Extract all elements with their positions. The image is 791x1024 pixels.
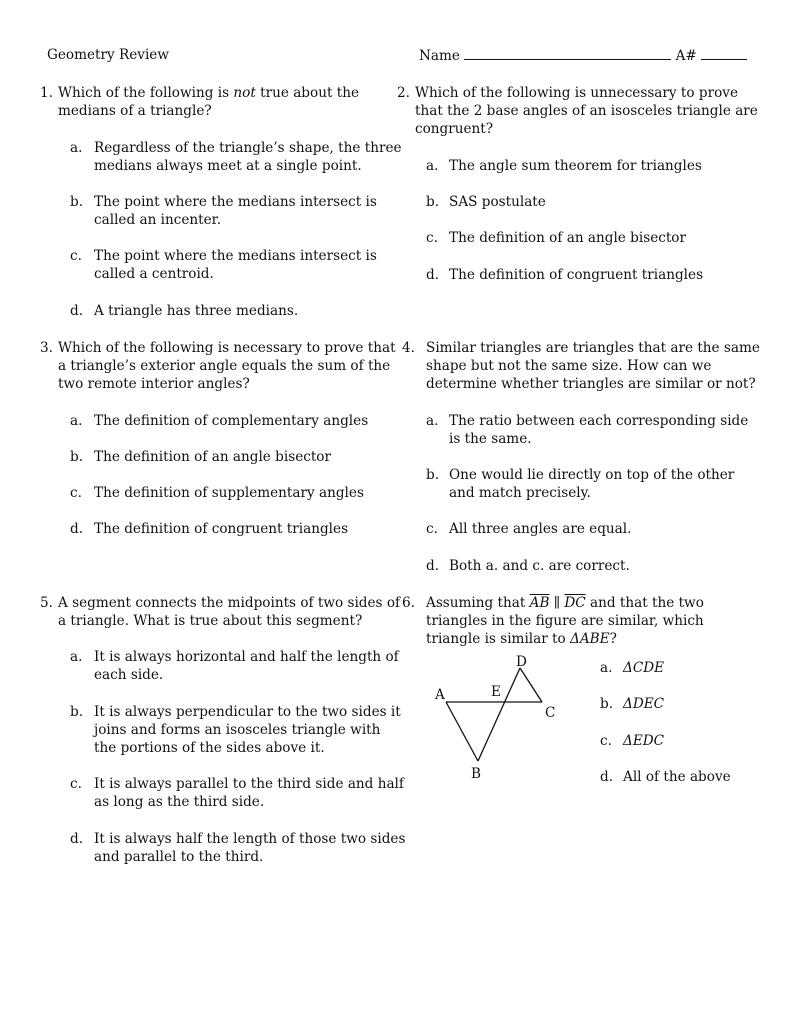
option-letter: a. — [426, 413, 439, 429]
question-number: 3. — [40, 340, 53, 356]
answer-option-1b[interactable]: The point where the medians intersect is called an incenter. — [94, 194, 377, 228]
answer-option-3d[interactable]: The definition of congruent triangles — [94, 521, 349, 537]
label-c: C — [545, 705, 556, 721]
worksheet-title: Geometry Review — [47, 47, 169, 63]
option-letter: b. — [70, 704, 84, 720]
question-text: Which of the following is necessary to prove that a triangle’s exterior angle equals the sum of the two remote interior angles? — [58, 340, 396, 392]
label-d: D — [516, 654, 527, 670]
option-letter: c. — [70, 248, 82, 264]
option-letter: d. — [426, 267, 440, 283]
parallel-symbol: ∥ — [549, 595, 565, 611]
emphasis-not: not — [233, 85, 256, 101]
option-letter: b. — [426, 194, 440, 210]
answer-option-2b[interactable]: SAS postulate — [449, 194, 546, 210]
option-letter: c. — [426, 521, 438, 537]
answer-option-3a[interactable]: The definition of complementary angles — [94, 413, 369, 429]
name-field[interactable] — [419, 46, 747, 65]
option-letter: d. — [70, 521, 84, 537]
option-letter: c. — [70, 485, 82, 501]
question-text-line: medians of a triangle? — [58, 103, 212, 119]
segment-dc: $\overline{DC}$ — [564, 595, 586, 611]
answer-option-2a[interactable]: The angle sum theorem for triangles — [449, 158, 702, 174]
option-letter: a. — [70, 413, 83, 429]
option-letter: b. — [600, 696, 614, 712]
anum-blank[interactable] — [701, 46, 747, 60]
question-number: 6. — [402, 595, 415, 611]
question-number: 1. — [40, 85, 53, 101]
option-letter: b. — [70, 449, 84, 465]
segment-ab: $\overline{AB}$ — [529, 595, 550, 611]
segment-bd — [478, 668, 520, 761]
answer-option-5d[interactable]: It is always half the length of those two sides and parallel to the third. — [94, 831, 406, 865]
answer-option-2d[interactable]: The definition of congruent triangles — [449, 267, 704, 283]
answer-option-3b[interactable]: The definition of an angle bisector — [94, 449, 331, 465]
answer-option-1d[interactable]: A triangle has three medians. — [94, 303, 299, 319]
option-letter: c. — [600, 733, 612, 749]
question-number: 2. — [397, 85, 410, 101]
option-letter: d. — [70, 831, 84, 847]
option-letter: d. — [600, 769, 614, 785]
name-label: Name — [419, 48, 460, 64]
name-blank[interactable] — [464, 46, 671, 60]
answer-option-4a[interactable]: The ratio between each corresponding side is the same. — [449, 413, 749, 447]
answer-option-4c[interactable]: All three angles are equal. — [449, 521, 632, 537]
option-letter: a. — [600, 660, 613, 676]
option-letter: d. — [426, 558, 440, 574]
triangle-abe: ΔABE — [570, 631, 610, 647]
option-letter: b. — [426, 467, 440, 483]
question-number: 4. — [402, 340, 415, 356]
triangle-figure — [425, 650, 565, 785]
answer-option-2c[interactable]: The definition of an angle bisector — [449, 230, 686, 246]
answer-option-1a[interactable]: Regardless of the triangle’s shape, the three medians always meet at a single point. — [94, 140, 402, 174]
question-number: 5. — [40, 595, 53, 611]
answer-option-5a[interactable]: It is always horizontal and half the length of each side. — [94, 649, 399, 683]
option-letter: c. — [426, 230, 438, 246]
answer-option-6b[interactable]: ΔDEC — [623, 696, 665, 712]
question-text: A segment connects the midpoints of two sides of a triangle. What is true about this segment? — [58, 595, 401, 629]
answer-option-4d[interactable]: Both a. and c. are correct. — [449, 558, 630, 574]
answer-option-6d[interactable]: All of the above — [623, 769, 731, 785]
question-text: Which of the following is not true about the — [58, 85, 359, 101]
answer-option-5b[interactable]: It is always perpendicular to the two sides it joins and forms an isosceles triangle with the portions of the sides above it. — [94, 704, 401, 756]
option-letter: a. — [70, 649, 83, 665]
label-a: A — [435, 687, 445, 703]
question-text: Similar triangles are triangles that are the same shape but not the same size. How can we determine whether triangles are similar or not? — [426, 340, 760, 392]
option-letter: b. — [70, 194, 84, 210]
answer-option-5c[interactable]: It is always parallel to the third side and half as long as the third side. — [94, 776, 404, 810]
question-text: Which of the following is unnecessary to prove that the 2 base angles of an isosceles triangle are congruent? — [415, 85, 758, 137]
option-letter: a. — [70, 140, 83, 156]
option-letter: c. — [70, 776, 82, 792]
question-text: Assuming that $\overline{AB}$ ∥ $\overline{DC}$ and that the two triangles in the figure are similar, which triangle is similar to ΔABE? — [426, 595, 704, 647]
label-e: E — [491, 684, 501, 700]
answer-option-6c[interactable]: ΔEDC — [623, 733, 665, 749]
answer-option-3c[interactable]: The definition of supplementary angles — [94, 485, 364, 501]
segment-dc-line — [520, 668, 542, 702]
segment-ab-line — [446, 702, 478, 761]
anum-label: A# — [675, 48, 697, 64]
answer-option-6a[interactable]: ΔCDE — [623, 660, 665, 676]
answer-option-4b[interactable]: One would lie directly on top of the other and match precisely. — [449, 467, 735, 501]
label-b: B — [471, 766, 481, 782]
option-letter: d. — [70, 303, 84, 319]
option-letter: a. — [426, 158, 439, 174]
answer-option-1c[interactable]: The point where the medians intersect is called a centroid. — [94, 248, 377, 282]
